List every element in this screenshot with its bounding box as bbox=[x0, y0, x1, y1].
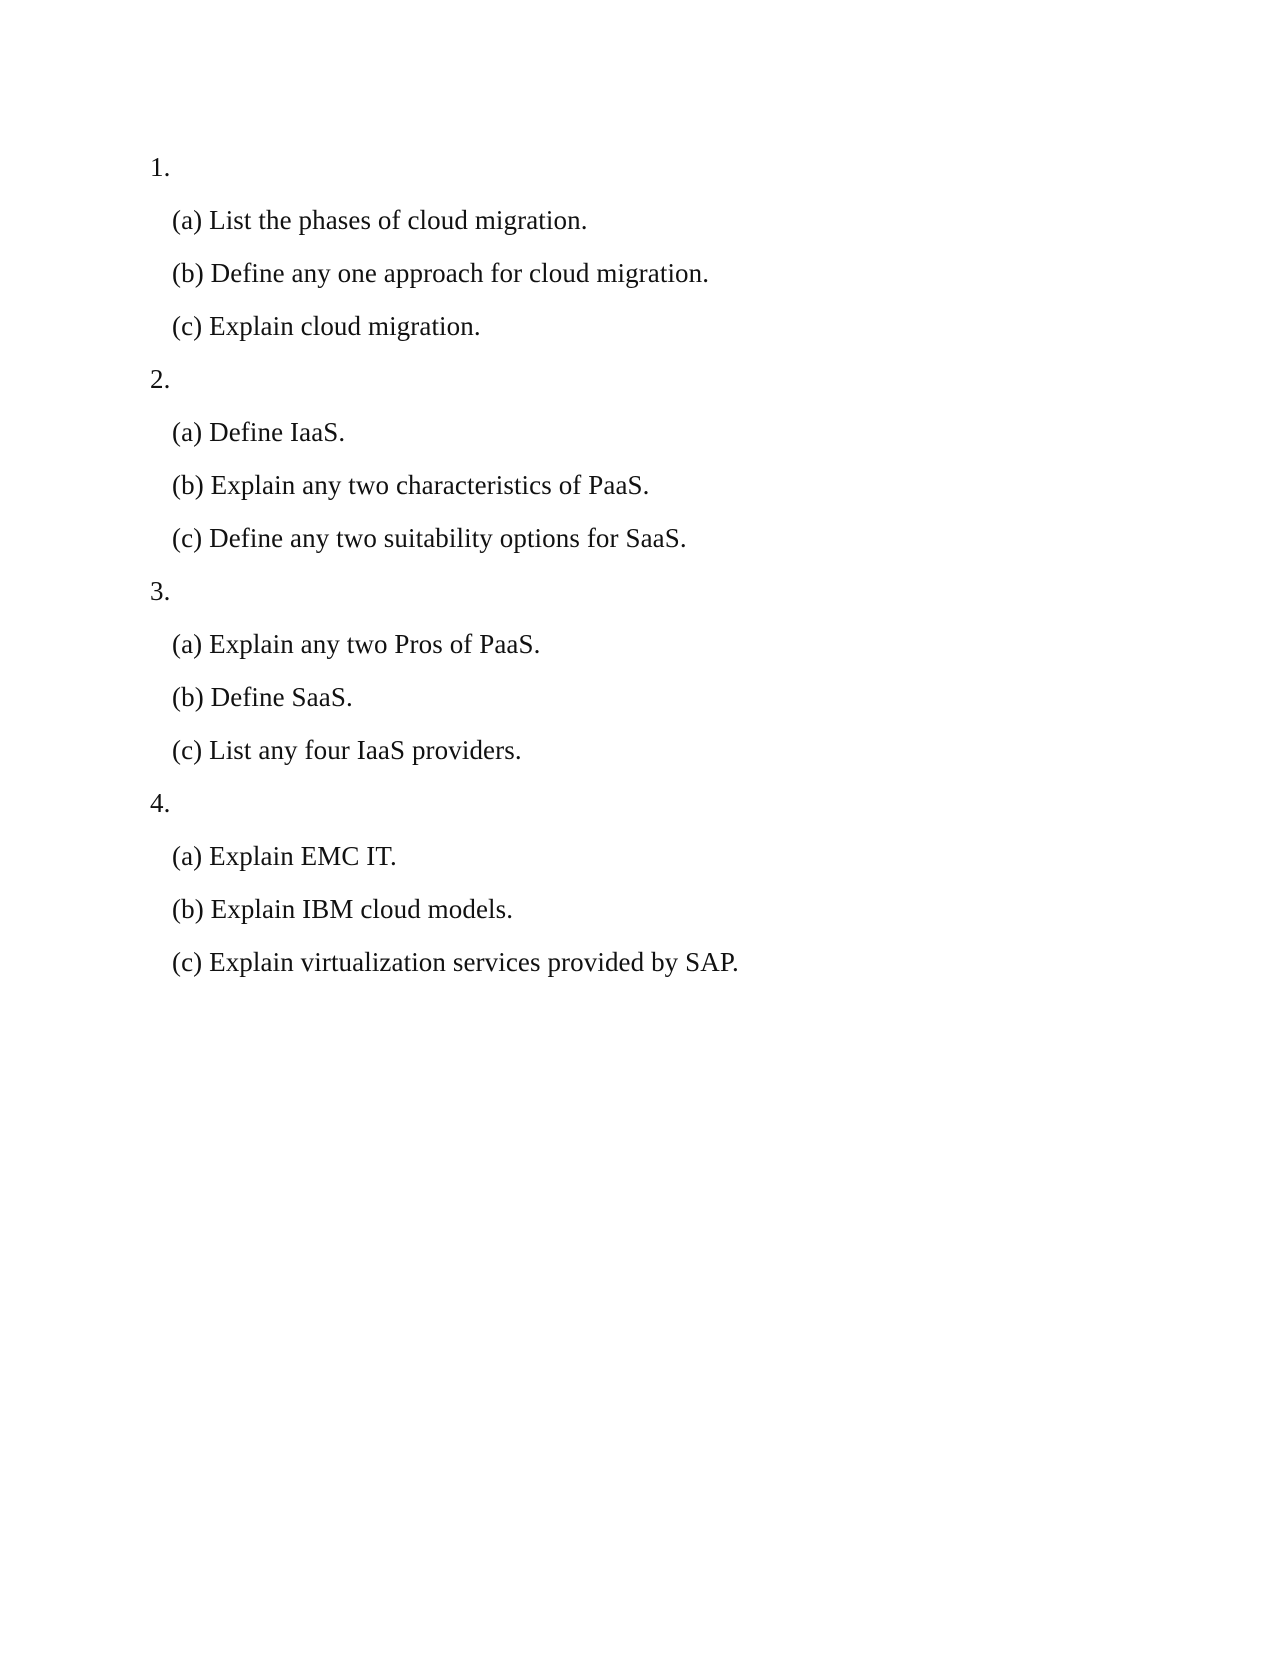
question-part: (c) Define any two suitability options for SaaS. bbox=[172, 523, 687, 553]
question-part: (b) Explain any two characteristics of PaaS. bbox=[172, 470, 650, 500]
question-list bbox=[150, 141, 1150, 989]
question-part: (c) Explain virtualization services provided by SAP. bbox=[172, 947, 739, 977]
question-part: (a) Explain EMC IT. bbox=[172, 841, 397, 871]
question-part: (a) List the phases of cloud migration. bbox=[172, 205, 588, 235]
question-part: (b) Define SaaS. bbox=[172, 682, 353, 712]
question-number: 1. bbox=[150, 152, 171, 182]
question-part: (a) Define IaaS. bbox=[172, 417, 346, 447]
question-number: 2. bbox=[150, 364, 171, 394]
question-part: (c) Explain cloud migration. bbox=[172, 311, 481, 341]
question-part: (a) Explain any two Pros of PaaS. bbox=[172, 629, 541, 659]
question-number: 4. bbox=[150, 788, 171, 818]
question-number: 3. bbox=[150, 576, 171, 606]
question-part: (b) Define any one approach for cloud migration. bbox=[172, 258, 710, 288]
question-part: (b) Explain IBM cloud models. bbox=[172, 894, 514, 924]
question-part: (c) List any four IaaS providers. bbox=[172, 735, 522, 765]
